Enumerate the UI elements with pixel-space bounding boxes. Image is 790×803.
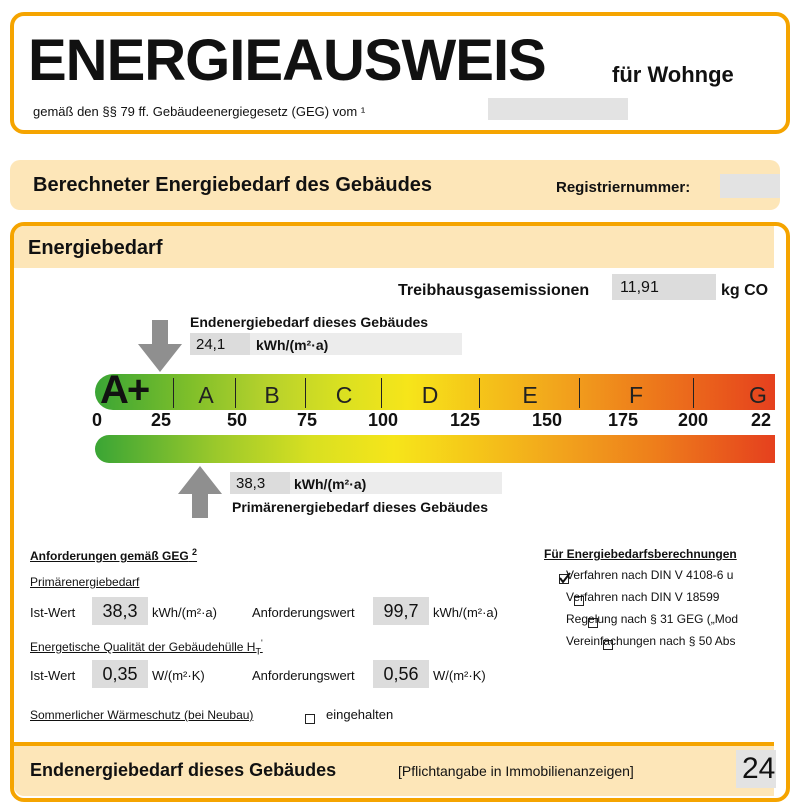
primary-energy-value: 38,3 <box>230 472 290 494</box>
scale-number: 0 <box>91 410 102 430</box>
unit-kwh: kWh/(m²·a) <box>152 605 217 620</box>
page-title: ENERGIEAUSWEIS <box>28 28 546 93</box>
summer-protection-label: Sommerlicher Wärmeschutz (bei Neubau) <box>30 708 254 722</box>
ist-label: Ist-Wert <box>30 668 76 683</box>
class-label-c: C <box>335 382 353 408</box>
page-subtitle: gemäß den §§ 79 ff. Gebäudeenergiegesetz (GEG) vom ¹ <box>33 104 366 119</box>
date-field[interactable] <box>488 98 628 120</box>
section-title: Energiebedarf <box>28 237 163 259</box>
scale-number: 100 <box>367 410 399 430</box>
scale-tick <box>173 378 174 408</box>
registration-field[interactable] <box>720 174 780 198</box>
scale-number: 22 <box>750 410 772 430</box>
unit-kwh: kWh/(m²·a) <box>433 605 498 620</box>
method-label: Regelung nach § 31 GEG („Mod <box>566 612 739 626</box>
scale-number: 125 <box>449 410 481 430</box>
unit-wk: W/(m²·K) <box>152 668 205 683</box>
primary-energy-unit: kWh/(m²·a) <box>294 476 367 492</box>
scale-tick <box>479 378 480 408</box>
method-label: Vereinfachungen nach § 50 Abs <box>566 634 736 648</box>
unit-wk: W/(m²·K) <box>433 668 486 683</box>
primary-energy-arrow-icon <box>178 466 222 518</box>
footer-note: [Pflichtangabe in Immobilienanzeigen] <box>398 763 634 779</box>
bar-title: Berechneter Energiebedarf des Gebäudes <box>33 174 433 196</box>
method-label: Verfahren nach DIN V 18599 <box>566 590 720 604</box>
envelope-quality-label: Energetische Qualität der Gebäudehülle $H_T'$ <box>30 638 263 657</box>
ghg-unit: kg CO <box>721 282 769 299</box>
primary-anf-value: 99,7 <box>373 597 429 625</box>
envelope-ist-value: 0,35 <box>92 660 148 688</box>
scale-number: 175 <box>607 410 639 430</box>
ghg-value: 11,91 <box>612 274 716 300</box>
primary-energy-bar <box>95 435 775 463</box>
class-label-d: D <box>421 382 439 408</box>
end-energy-unit: kWh/(m²·a) <box>256 337 329 353</box>
requirements-title: Anforderungen gemäß GEG $^2$ <box>30 547 198 563</box>
scale-number: 75 <box>296 410 318 430</box>
scale-number: 200 <box>677 410 709 430</box>
ist-label: Ist-Wert <box>30 605 76 620</box>
registration-label: Registriernummer: <box>556 179 691 196</box>
class-label-e: E <box>522 382 538 408</box>
class-label-a: A <box>198 382 214 408</box>
footer-label: Endenergiebedarf dieses Gebäudes <box>30 760 337 780</box>
summer-checkbox[interactable] <box>305 714 315 724</box>
scale-number: 25 <box>150 410 172 430</box>
ghg-label: Treibhausgasemissionen <box>398 282 590 299</box>
anf-label: Anforderungswert <box>252 605 355 620</box>
end-energy-value: 24,1 <box>190 333 250 355</box>
page-title-suffix: für Wohnge <box>612 62 734 87</box>
summer-check-label: eingehalten <box>326 707 394 722</box>
primary-energy-label: Primärenergiebedarf dieses Gebäudes <box>232 499 488 515</box>
end-energy-label: Endenergiebedarf dieses Gebäudes <box>190 314 429 330</box>
scale-number: 50 <box>226 410 248 430</box>
end-energy-arrow-icon <box>138 320 182 372</box>
primary-requirements-label: Primärenergiebedarf <box>30 575 140 589</box>
anf-label: Anforderungswert <box>252 668 355 683</box>
scale-tick <box>579 378 580 408</box>
scale-tick <box>305 378 306 408</box>
method-label: Verfahren nach DIN V 4108-6 u <box>566 568 734 582</box>
primary-ist-value: 38,3 <box>92 597 148 625</box>
class-label-aplus: A+ <box>100 368 149 412</box>
scale-tick <box>235 378 236 408</box>
class-label-b: B <box>264 382 280 408</box>
scale-number: 150 <box>531 410 563 430</box>
footer-value: 24 <box>736 750 776 788</box>
class-label-f: F <box>628 382 644 408</box>
scale-tick <box>693 378 694 408</box>
methods-title: Für Energiebedarfsberechnungen <box>544 547 737 561</box>
scale-tick <box>381 378 382 408</box>
class-label-g: G <box>749 382 767 408</box>
envelope-anf-value: 0,56 <box>373 660 429 688</box>
